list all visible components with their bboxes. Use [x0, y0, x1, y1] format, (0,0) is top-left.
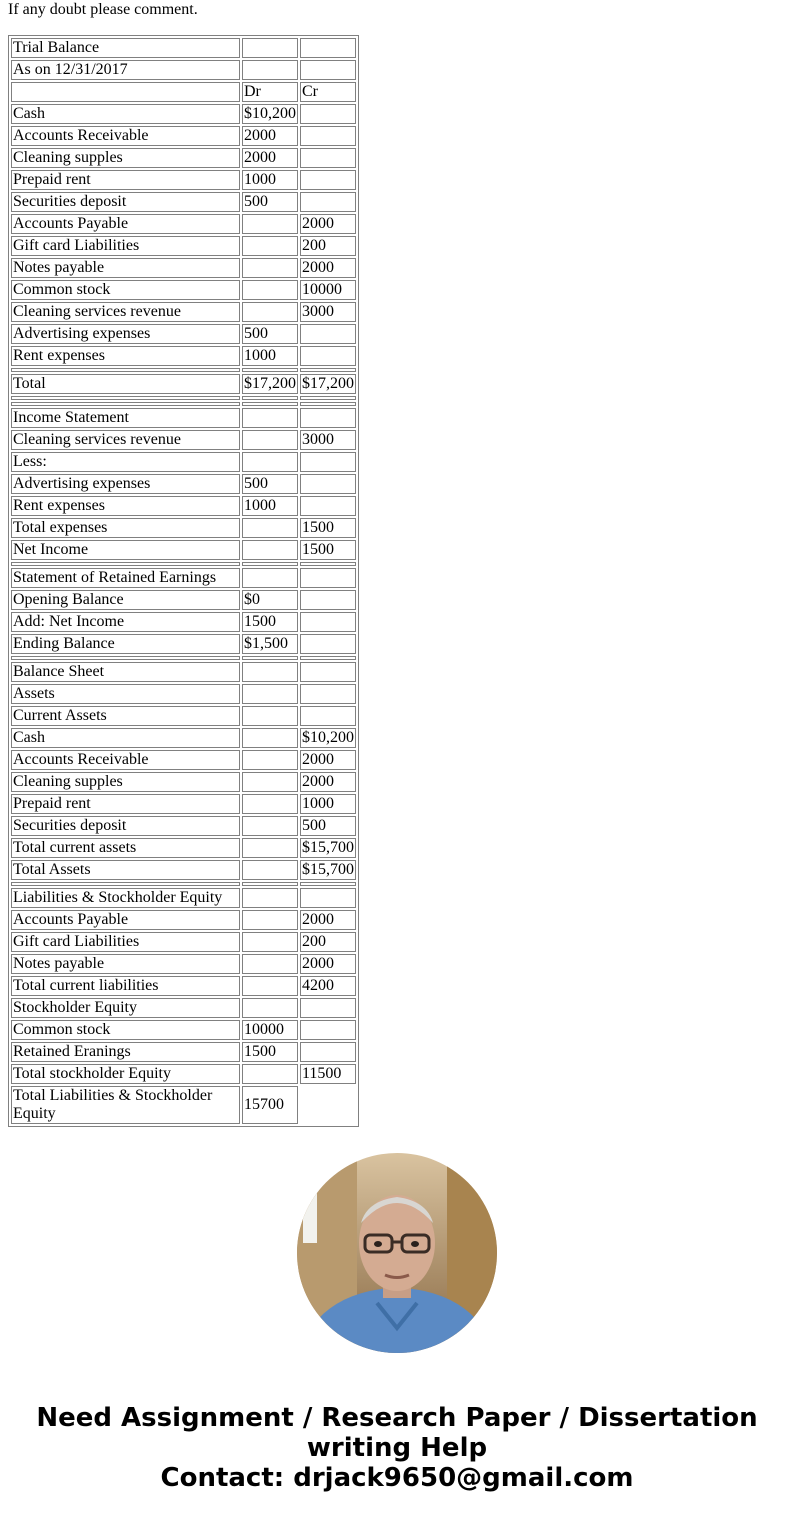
row-label-cell: Total expenses: [11, 518, 240, 538]
row-label-cell: Common stock: [11, 1020, 240, 1040]
table-row: [11, 258, 356, 278]
separator-cell: [300, 656, 356, 660]
table-row: [11, 706, 356, 726]
promo-line-2: writing Help: [306, 1433, 488, 1463]
cr-amount-cell: 2000: [300, 750, 356, 770]
table-row: [11, 374, 356, 394]
table-row: [11, 82, 356, 102]
table-row: [11, 214, 356, 234]
table-row: [11, 452, 356, 472]
row-label-cell: Total current liabilities: [11, 976, 240, 996]
row-label-cell: Common stock: [11, 280, 240, 300]
separator-cell: [242, 656, 298, 660]
table-row: [11, 1064, 356, 1084]
cr-amount-cell: [300, 706, 356, 726]
row-label-cell: Income Statement: [11, 408, 240, 428]
separator-cell: [11, 882, 240, 886]
cr-amount-cell: [300, 346, 356, 366]
table-row: [11, 518, 356, 538]
promo-line-3: Contact: drjack9650@gmail.com: [160, 1463, 634, 1493]
dr-amount-cell: [242, 662, 298, 682]
cr-amount-cell: $17,200: [302, 375, 354, 392]
dr-amount-cell: [242, 60, 298, 80]
dr-amount-cell: [242, 794, 298, 814]
dr-amount-cell: [242, 838, 298, 858]
dr-amount-cell: [242, 1064, 298, 1084]
row-label-cell: Cleaning services revenue: [11, 430, 240, 450]
row-label-cell: Rent expenses: [11, 346, 240, 366]
table-row: [11, 634, 356, 654]
table-row: [11, 954, 356, 974]
row-label-cell: Cleaning supples: [11, 772, 240, 792]
cr-amount-cell: [300, 170, 356, 190]
dr-amount-cell: 10000: [242, 1020, 298, 1040]
table-row: [11, 568, 356, 588]
separator-cell: [300, 396, 356, 400]
dr-amount-cell: [242, 816, 298, 836]
dr-amount-cell: [242, 954, 298, 974]
separator-cell: [11, 656, 240, 660]
table-row: [11, 430, 356, 450]
table-row: [11, 838, 356, 858]
dr-amount-cell: [242, 684, 298, 704]
separator-cell: [242, 402, 298, 406]
cr-amount-cell: 1000: [300, 794, 356, 814]
row-label-cell: Assets: [11, 684, 240, 704]
dr-amount-cell: 1000: [242, 170, 298, 190]
cr-amount-cell: 200: [300, 932, 356, 952]
table-row: [11, 302, 356, 322]
cr-amount-cell: 3000: [300, 430, 356, 450]
table-row: [11, 192, 356, 212]
cr-amount-cell: $10,200: [302, 729, 354, 746]
table-row: [11, 126, 356, 146]
separator-row: [11, 368, 356, 372]
row-label-cell: Cleaning supples: [11, 148, 240, 168]
cr-amount-cell: [300, 408, 356, 428]
dr-amount-cell: [242, 568, 298, 588]
row-label-cell: Cash: [11, 104, 240, 124]
author-avatar: [297, 1153, 497, 1353]
separator-cell: [242, 396, 298, 400]
table-row: [11, 1086, 356, 1124]
dr-amount-cell: $10,200: [244, 105, 296, 122]
cr-amount-cell: 2000: [300, 258, 356, 278]
table-row: [11, 728, 356, 748]
cr-amount-cell: [300, 126, 356, 146]
row-label-cell: Cash: [11, 728, 240, 748]
separator-row: [11, 396, 356, 400]
table-row: [11, 998, 356, 1018]
dr-amount-cell: $1,500: [242, 634, 298, 654]
cr-amount-cell: [300, 662, 356, 682]
table-row: [11, 540, 356, 560]
cr-amount-cell: 2000: [300, 954, 356, 974]
dr-amount-cell: [242, 430, 298, 450]
row-label-cell: Retained Eranings: [11, 1042, 240, 1062]
row-label-cell: As on 12/31/2017: [11, 60, 240, 80]
cr-amount-cell: 500: [300, 816, 356, 836]
table-row: [11, 976, 356, 996]
cr-amount-cell: [300, 888, 356, 908]
cr-amount-cell: [300, 60, 356, 80]
cr-amount-cell: 2000: [300, 910, 356, 930]
table-row: [11, 280, 356, 300]
dr-amount-cell: [242, 518, 298, 538]
row-label-cell: Cleaning services revenue: [11, 302, 240, 322]
dr-amount-cell: [242, 750, 298, 770]
dr-amount-cell: [242, 280, 298, 300]
table-row: [11, 170, 356, 190]
dr-amount-cell: [242, 408, 298, 428]
dr-amount-cell: 1500: [242, 612, 298, 632]
table-row: [11, 860, 356, 880]
cr-amount-cell: [300, 324, 356, 344]
cr-amount-cell: 10000: [300, 280, 356, 300]
cr-amount-cell: [300, 474, 356, 494]
row-label-cell: Securities deposit: [11, 816, 240, 836]
table-row: [11, 104, 356, 124]
dr-amount-cell: $17,200: [244, 375, 296, 392]
financial-statements-table: [8, 35, 359, 1127]
row-label-cell: Trial Balance: [11, 38, 240, 58]
table-row: [11, 590, 356, 610]
cr-amount-cell: 1500: [300, 540, 356, 560]
promo-line-1: Need Assignment / Research Paper / Dissertation: [36, 1403, 758, 1433]
separator-row: [11, 402, 356, 406]
cr-amount-cell: [300, 38, 356, 58]
cr-amount-cell: [300, 148, 356, 168]
dr-amount-cell: 2000: [242, 148, 298, 168]
dr-amount-cell: 2000: [242, 126, 298, 146]
separator-cell: [242, 562, 298, 566]
row-label-cell: Rent expenses: [11, 496, 240, 516]
row-label-cell: Total Liabilities & Stockholder Equity: [11, 1086, 240, 1124]
row-label-cell: Accounts Receivable: [11, 750, 240, 770]
dr-amount-cell: 500: [242, 324, 298, 344]
dr-amount-cell: [242, 706, 298, 726]
cr-amount-cell: [300, 104, 356, 124]
dr-amount-cell: 1500: [242, 1042, 298, 1062]
row-label-cell: Gift card Liabilities: [11, 932, 240, 952]
dr-amount-cell: $0: [242, 590, 298, 610]
dr-amount-cell: [242, 998, 298, 1018]
cr-amount-cell: [300, 612, 356, 632]
table-row: [11, 148, 356, 168]
row-label-cell: Statement of Retained Earnings: [11, 568, 240, 588]
table-row: [11, 1042, 356, 1062]
cr-amount-cell: [300, 192, 356, 212]
table-row: [11, 750, 356, 770]
dr-amount-cell: 500: [242, 474, 298, 494]
dr-amount-cell: Dr: [242, 82, 298, 102]
separator-row: [11, 656, 356, 660]
dr-amount-cell: [242, 452, 298, 472]
separator-cell: [242, 368, 298, 372]
row-label-cell: Net Income: [11, 540, 240, 560]
table-row: [11, 408, 356, 428]
row-label-cell: Securities deposit: [11, 192, 240, 212]
separator-cell: [300, 368, 356, 372]
dr-amount-cell: [242, 236, 298, 256]
cr-amount-cell: 4200: [300, 976, 356, 996]
separator-cell: [300, 402, 356, 406]
table-row: [11, 662, 356, 682]
cr-amount-cell: [300, 684, 356, 704]
cr-amount-cell: [300, 1086, 356, 1124]
cr-amount-cell: [300, 568, 356, 588]
cr-amount-cell: 11500: [300, 1064, 356, 1084]
dr-amount-cell: [242, 976, 298, 996]
separator-row: [11, 562, 356, 566]
separator-cell: [11, 368, 240, 372]
cr-amount-cell: Cr: [300, 82, 356, 102]
row-label-cell: Gift card Liabilities: [11, 236, 240, 256]
dr-amount-cell: 1000: [242, 346, 298, 366]
table-row: [11, 38, 356, 58]
table-row: [11, 612, 356, 632]
table-row: [11, 910, 356, 930]
cr-amount-cell: [300, 1020, 356, 1040]
cr-amount-cell: [300, 1042, 356, 1062]
row-label-cell: Advertising expenses: [11, 324, 240, 344]
dr-amount-cell: [242, 302, 298, 322]
table-row: [11, 496, 356, 516]
dr-amount-cell: [242, 860, 298, 880]
promo-banner: [0, 1403, 794, 1493]
row-label-cell: Total current assets: [11, 838, 240, 858]
separator-row: [11, 882, 356, 886]
cr-amount-cell: 200: [300, 236, 356, 256]
row-label-cell: Less:: [11, 452, 240, 472]
table-row: [11, 346, 356, 366]
row-label-cell: Total: [11, 374, 240, 394]
dr-amount-cell: 500: [242, 192, 298, 212]
row-label-cell: Accounts Payable: [11, 910, 240, 930]
table-row: [11, 236, 356, 256]
table-row: [11, 772, 356, 792]
row-label-cell: Liabilities & Stockholder Equity: [11, 888, 240, 908]
row-label-cell: Prepaid rent: [11, 170, 240, 190]
row-label-cell: Accounts Payable: [11, 214, 240, 234]
dr-amount-cell: [242, 888, 298, 908]
dr-amount-cell: [242, 258, 298, 278]
row-label-cell: Prepaid rent: [11, 794, 240, 814]
dr-amount-cell: [242, 38, 298, 58]
separator-cell: [300, 882, 356, 886]
row-label-cell: Notes payable: [11, 954, 240, 974]
row-label-cell: Total stockholder Equity: [11, 1064, 240, 1084]
dr-amount-cell: [242, 728, 298, 748]
dr-amount-cell: [242, 772, 298, 792]
table-row: [11, 324, 356, 344]
row-label-cell: Accounts Receivable: [11, 126, 240, 146]
table-row: [11, 474, 356, 494]
row-label-cell: Total Assets: [11, 860, 240, 880]
cr-amount-cell: [300, 634, 356, 654]
dr-amount-cell: [242, 932, 298, 952]
dr-amount-cell: 15700: [242, 1086, 298, 1124]
row-label-cell: Stockholder Equity: [11, 998, 240, 1018]
dr-amount-cell: [242, 214, 298, 234]
cr-amount-cell: [300, 998, 356, 1018]
table-row: [11, 816, 356, 836]
dr-amount-cell: [242, 910, 298, 930]
separator-cell: [11, 396, 240, 400]
dr-amount-cell: 1000: [242, 496, 298, 516]
separator-cell: [242, 882, 298, 886]
table-row: [11, 888, 356, 908]
cr-amount-cell: $15,700: [302, 861, 354, 878]
dr-amount-cell: [242, 540, 298, 560]
row-label-cell: Notes payable: [11, 258, 240, 278]
table-row: [11, 60, 356, 80]
cr-amount-cell: 1500: [300, 518, 356, 538]
row-label-cell: Current Assets: [11, 706, 240, 726]
table-row: [11, 684, 356, 704]
cr-amount-cell: [300, 590, 356, 610]
cr-amount-cell: 3000: [300, 302, 356, 322]
table-row: [11, 1020, 356, 1040]
cr-amount-cell: 2000: [300, 772, 356, 792]
cr-amount-cell: $15,700: [302, 839, 354, 856]
separator-cell: [11, 402, 240, 406]
cr-amount-cell: [300, 452, 356, 472]
table-row: [11, 794, 356, 814]
row-label-cell: [11, 82, 240, 102]
intro-text: If any doubt please comment.: [8, 1, 198, 18]
separator-cell: [11, 562, 240, 566]
row-label-cell: Ending Balance: [11, 634, 240, 654]
row-label-cell: Advertising expenses: [11, 474, 240, 494]
table-row: [11, 932, 356, 952]
row-label-cell: Add: Net Income: [11, 612, 240, 632]
row-label-cell: Balance Sheet: [11, 662, 240, 682]
cr-amount-cell: 2000: [300, 214, 356, 234]
cr-amount-cell: [300, 496, 356, 516]
row-label-cell: Opening Balance: [11, 590, 240, 610]
separator-cell: [300, 562, 356, 566]
